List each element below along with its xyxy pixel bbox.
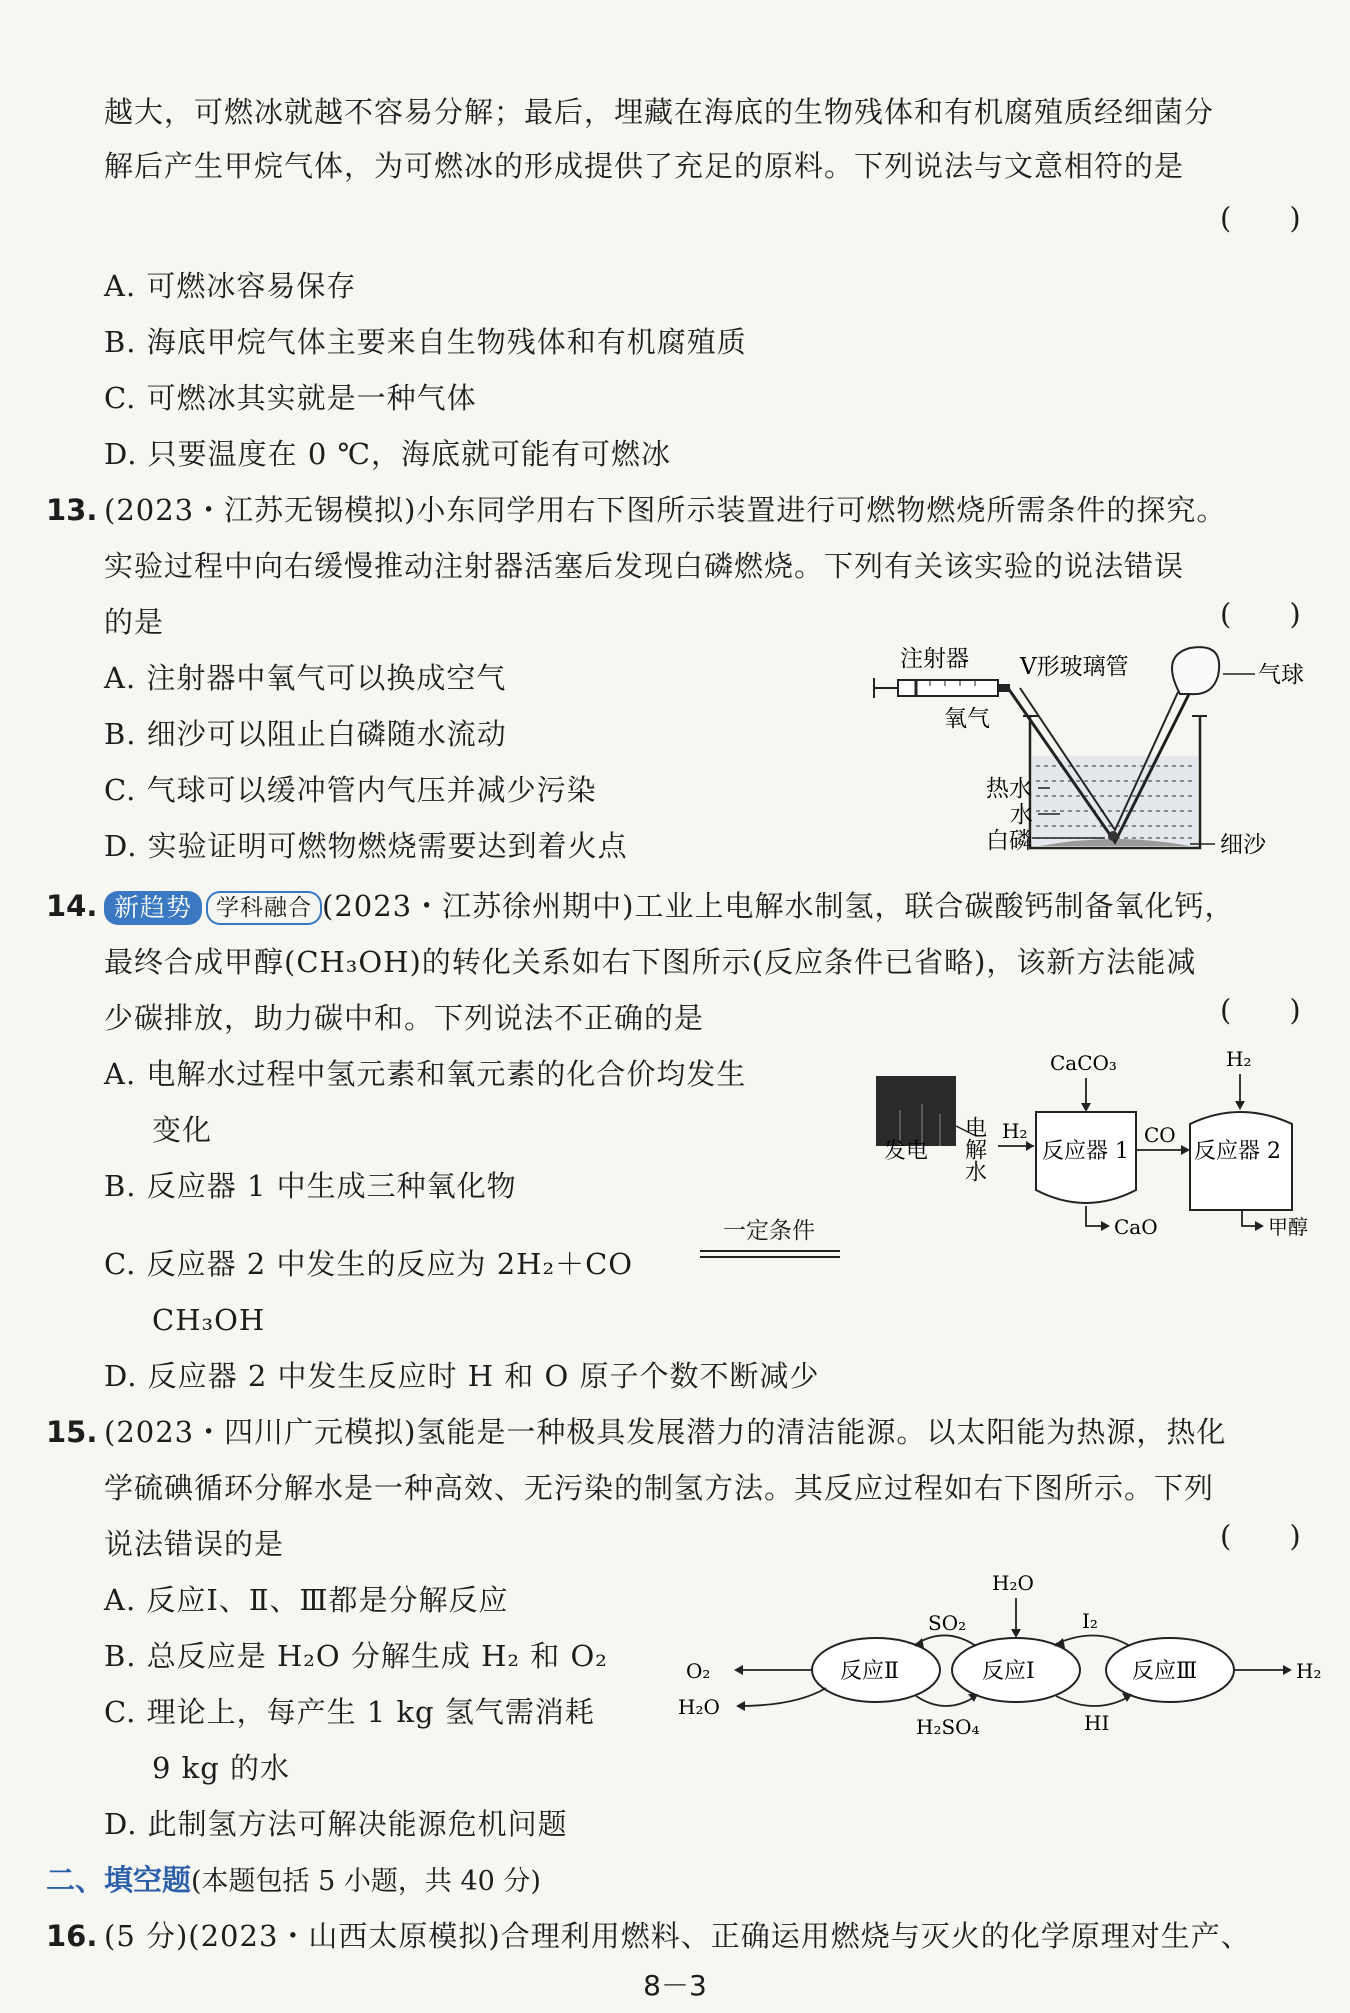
intro-line-2: 解后产生甲烷气体，为可燃冰的形成提供了充足的原料。下列说法与文意相符的是 [104,149,1185,183]
q14-line-3: 少碳排放，助力碳中和。下列说法不正确的是 [104,1001,705,1035]
q13-line-3: 的是 [104,605,165,639]
water-label: 水 [1010,802,1033,828]
section-2-heading [46,1860,541,1902]
q14-line-1 [104,886,1234,926]
i2-label: I₂ [1082,1609,1098,1633]
cao-label: CaO [1114,1215,1158,1239]
co-label: CO [1144,1123,1176,1147]
q14-option-a-cont: 变化 [152,1113,213,1147]
combustion-apparatus-diagram [860,636,1330,866]
q13-option-d: D. 实验证明可燃物燃烧需要达到着火点 [104,829,628,863]
q15-line-3: 说法错误的是 [104,1527,285,1561]
h2so4-label: H₂SO₄ [916,1715,980,1739]
reaction-ii-label: 反应Ⅱ [840,1659,899,1684]
q13-option-a: A. 注射器中氧气可以换成空气 [104,661,507,695]
q15-line-2: 学硫碘循环分解水是一种高效、无污染的制氢方法。其反应过程如右下图所示。下列 [104,1471,1215,1505]
subject-fusion-tag: 学科融合 [206,891,322,925]
so2-label: SO₂ [928,1611,967,1635]
q15-option-c-cont: 9 kg 的水 [152,1751,291,1785]
q12-option-d: D. 只要温度在 0 ℃，海底就可能有可燃冰 [104,437,671,471]
q16-number: 16. [46,1919,98,1953]
q13-option-c: C. 气球可以缓冲管内气压并减少污染 [104,773,597,807]
syringe-label: 注射器 [900,646,969,672]
q14-number: 14. [46,889,98,923]
q15-number: 15. [46,1415,98,1449]
power-generation-label: 发电 [884,1139,929,1164]
q14-option-c-cont: CH₃OH [152,1303,266,1337]
answer-paren: ( ) [1220,1519,1301,1553]
balloon-label: 气球 [1258,662,1304,688]
o2-label: O₂ [686,1659,711,1683]
oxygen-label: 氧气 [944,706,990,732]
q15-option-d: D. 此制氢方法可解决能源危机问题 [104,1807,568,1841]
q14-line-1-text: (2023・江苏徐州期中)工业上电解水制氢，联合碳酸钙制备氧化钙， [322,889,1235,923]
fine-sand-label: 细沙 [1220,832,1266,858]
q12-option-a: A. 可燃冰容易保存 [104,269,357,303]
electrolysis-label: 电解水 [961,1116,987,1182]
section-2-title: 二、填空题 [46,1863,192,1897]
q13-option-b: B. 细沙可以阻止白磷随水流动 [104,717,507,751]
reaction-i-label: 反应Ⅰ [982,1659,1035,1684]
answer-paren: ( ) [1220,597,1301,631]
q12-option-c: C. 可燃冰其实就是一种气体 [104,381,477,415]
q13-line-1: (2023・江苏无锡模拟)小东同学用右下图所示装置进行可燃物燃烧所需条件的探究。 [104,493,1227,527]
q14-line-2: 最终合成甲醇(CH₃OH)的转化关系如右下图所示(反应条件已省略)，该新方法能减 [104,945,1197,979]
h2-label: H₂ [1002,1119,1028,1143]
h2-top-label: H₂ [1226,1047,1252,1071]
sulfur-iodine-cycle-diagram [676,1566,1330,1746]
section-2-note: (本题包括 5 小题，共 40 分) [191,1866,541,1897]
h2o-left-label: H₂O [678,1695,720,1719]
equals-sign [700,1250,840,1258]
white-phosphorus-label: 白磷 [986,828,1032,854]
q15-option-b: B. 总反应是 H₂O 分解生成 H₂ 和 O₂ [104,1639,608,1673]
q14-option-c: C. 反应器 2 中发生的反应为 2H₂＋CO [104,1247,634,1281]
reaction-iii-label: 反应Ⅲ [1132,1659,1198,1684]
q13-line-2: 实验过程中向右缓慢推动注射器活塞后发现白磷燃烧。下列有关该实验的说法错误 [104,549,1185,583]
q14-option-b: B. 反应器 1 中生成三种氧化物 [104,1169,517,1203]
h2o-top-label: H₂O [992,1571,1034,1595]
q12-option-b: B. 海底甲烷气体主要来自生物残体和有机腐殖质 [104,325,747,359]
new-trend-tag: 新趋势 [104,891,202,925]
intro-line-1: 越大，可燃冰就越不容易分解；最后，埋藏在海底的生物残体和有机腐殖质经细菌分 [104,95,1215,129]
h2-product-label: H₂ [1296,1659,1322,1683]
hot-water-label: 热水 [986,776,1032,802]
methanol-label: 甲醇 [1268,1215,1308,1239]
reactor-2-label: 反应器 2 [1194,1139,1281,1164]
q14-option-a: A. 电解水过程中氢元素和氧元素的化合价均发生 [104,1057,747,1091]
answer-paren: ( ) [1220,993,1301,1027]
q15-option-a: A. 反应Ⅰ、Ⅱ、Ⅲ都是分解反应 [104,1583,509,1617]
methanol-process-diagram [870,1040,1330,1250]
caco3-label: CaCO₃ [1050,1051,1117,1075]
q15-line-1: (2023・四川广元模拟)氢能是一种极具发展潜力的清洁能源。以太阳能为热源，热化 [104,1415,1227,1449]
v-tube-label: V形玻璃管 [1020,654,1129,680]
hi-label: HI [1084,1711,1110,1735]
reaction-condition: 一定条件 [723,1218,815,1244]
reactor-1-label: 反应器 1 [1042,1139,1129,1164]
q16-line-1: (5 分)(2023・山西太原模拟)合理利用燃料、正确运用燃烧与灭火的化学原理对生产、 [104,1919,1251,1953]
q15-option-c: C. 理论上，每产生 1 kg 氢气需消耗 [104,1695,595,1729]
q14-option-d: D. 反应器 2 中发生反应时 H 和 O 原子个数不断减少 [104,1359,820,1393]
page-number: 8－3 [643,1969,707,2002]
q13-number: 13. [46,493,98,527]
answer-paren: ( ) [1220,201,1301,235]
